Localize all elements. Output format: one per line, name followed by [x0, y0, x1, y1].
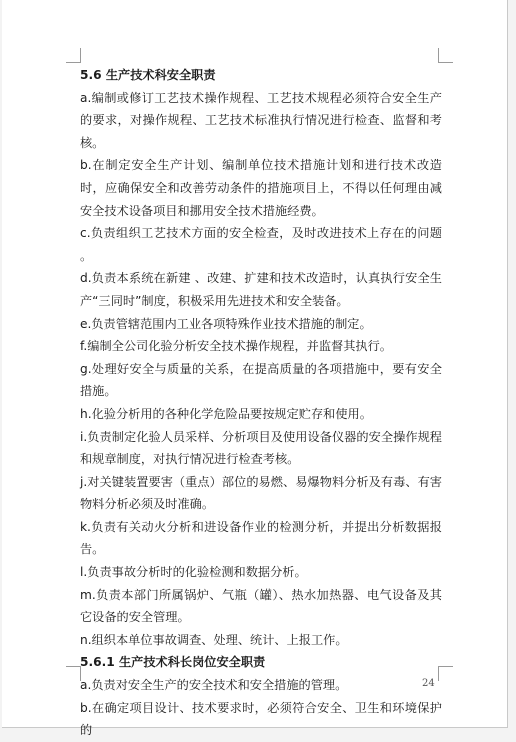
paragraph: j.对关键装置要害（重点）部位的易燃、易爆物料分析及有毒、有害物料分析必须及时准确。 — [80, 474, 442, 512]
paragraph: a.编制或修订工艺技术操作规程、工艺技术规程必须符合安全生产的要求，对操作规程、工艺技术标准执行情况进行检查、监督和考核。 — [80, 90, 442, 150]
document-body — [80, 64, 442, 742]
paragraph: d.负责本系统在新建 、改建、扩建和技术改造时，认真执行安全生产“三同时”制度，积极采用先进技术和安全装备。 — [80, 271, 442, 308]
paragraph: b.在确定项目设计、技术要求时，必须符合安全、卫生和环境保护的 — [80, 700, 442, 738]
margin-mark-bottom-left — [66, 666, 81, 681]
paragraph: a.负责对安全生产的安全技术和安全措施的管理。 — [80, 678, 348, 693]
margin-mark-top-left — [66, 48, 81, 63]
paragraph: b.在制定安全生产计划、编制单位技术措施计划和进行技术改造时，应确保安全和改善劳动条件的措施项目上，不得以任何理由减安全技术设备项目和挪用安全技术措施经费。 — [80, 158, 442, 218]
paragraph: n.组织本单位事故调查、处理、统计、上报工作。 — [80, 632, 348, 647]
page-number: 24 — [422, 678, 435, 689]
paragraph: i.负责制定化验人员采样、分析项目及使用设备仪器的安全操作规程和规章制度，对执行情况进行检查考核。 — [80, 429, 442, 467]
paragraph: f.编制全公司化验分析安全技术操作规程，并监督其执行。 — [80, 339, 392, 354]
paragraph: c.负责组织工艺技术方面的安全检查，及时改进技术上存在的问题 。 — [80, 226, 442, 263]
paragraph: g.处理好安全与质量的关系，在提高质量的各项措施中，要有安全措施。 — [80, 361, 442, 399]
margin-mark-top-right — [438, 48, 453, 63]
section-heading: 5.6 生产技术科安全职责 — [80, 68, 216, 82]
section-heading: 5.6.1 生产技术科长岗位安全职责 — [80, 655, 266, 670]
document-page — [2, 0, 508, 738]
paragraph: l.负责事故分析时的化验检测和数据分析。 — [80, 565, 307, 580]
paragraph: k.负责有关动火分析和进设备作业的检测分析，并提出分析数据报告。 — [80, 519, 442, 557]
paragraph: h.化验分析用的各种化学危险品要按规定贮存和使用。 — [80, 406, 372, 421]
paragraph: e.负责管辖范围内工业各项特殊作业技术措施的制定。 — [80, 316, 372, 331]
paragraph: m.负责本部门所属锅炉、气瓶（罐）、热水加热器、电气设备及其它设备的安全管理。 — [80, 587, 442, 625]
